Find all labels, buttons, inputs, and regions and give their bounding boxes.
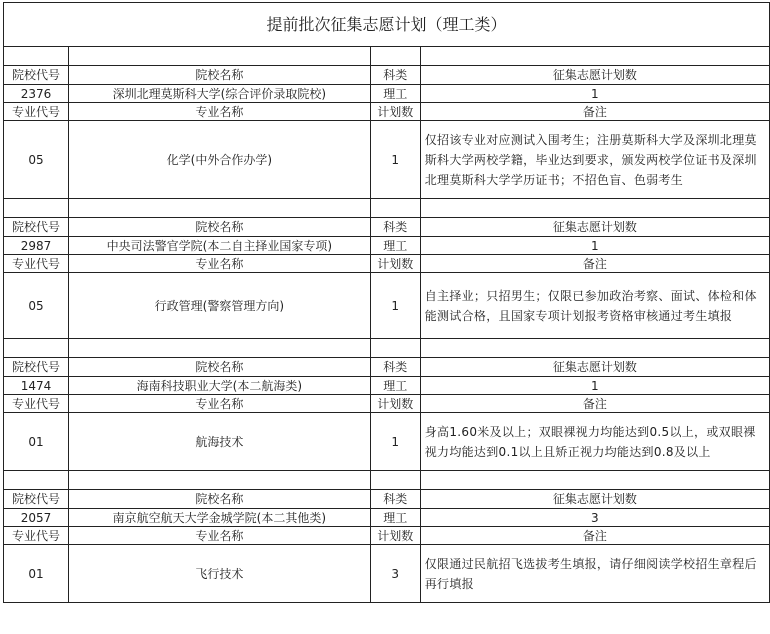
header-category: 科类 xyxy=(370,490,420,509)
major-name: 化学(中外合作办学) xyxy=(68,121,370,199)
header-plan-count: 征集志愿计划数 xyxy=(420,66,769,85)
major-count: 1 xyxy=(370,273,420,339)
header-plan-count: 征集志愿计划数 xyxy=(420,490,769,509)
major-name: 行政管理(警察管理方向) xyxy=(68,273,370,339)
blank-cell xyxy=(370,47,420,66)
blank-cell xyxy=(420,339,769,358)
header-school-code: 院校代号 xyxy=(4,218,69,237)
school-row xyxy=(4,509,770,527)
header-school-code: 院校代号 xyxy=(4,490,69,509)
blank-cell xyxy=(420,47,769,66)
remarks: 身高1.60米及以上；双眼裸视力均能达到0.5以上，或双眼裸视力均能达到0.1以上且矫正视力均能达到0.8及以上 xyxy=(420,413,769,471)
header-major-code: 专业代号 xyxy=(4,527,69,545)
major-header-row xyxy=(4,255,770,273)
header-major-count: 计划数 xyxy=(370,527,420,545)
school-name: 中央司法警官学院(本二自主择业国家专项) xyxy=(68,237,370,255)
blank-cell xyxy=(4,47,69,66)
header-major-count: 计划数 xyxy=(370,103,420,121)
blank-cell xyxy=(68,47,370,66)
major-count: 1 xyxy=(370,413,420,471)
blank-cell xyxy=(68,471,370,490)
header-major-name: 专业名称 xyxy=(68,103,370,121)
school-code: 2987 xyxy=(4,237,69,255)
major-code: 01 xyxy=(4,545,69,603)
major-header-row xyxy=(4,103,770,121)
school-header-row xyxy=(4,490,770,509)
school-name: 海南科技职业大学(本二航海类) xyxy=(68,377,370,395)
blank-cell xyxy=(420,199,769,218)
header-category: 科类 xyxy=(370,66,420,85)
plan-count: 1 xyxy=(420,85,769,103)
school-code: 2376 xyxy=(4,85,69,103)
plan-count: 3 xyxy=(420,509,769,527)
page-title: 提前批次征集志愿计划（理工类） xyxy=(4,3,770,47)
header-remarks: 备注 xyxy=(420,527,769,545)
major-header-row xyxy=(4,395,770,413)
blank-cell xyxy=(68,339,370,358)
school-header-row xyxy=(4,358,770,377)
header-school-name: 院校名称 xyxy=(68,358,370,377)
plan-table xyxy=(3,2,770,603)
header-school-name: 院校名称 xyxy=(68,66,370,85)
major-row xyxy=(4,273,770,339)
header-school-code: 院校代号 xyxy=(4,66,69,85)
school-header-row xyxy=(4,218,770,237)
major-code: 05 xyxy=(4,121,69,199)
blank-cell xyxy=(370,471,420,490)
blank-cell xyxy=(68,199,370,218)
major-code: 01 xyxy=(4,413,69,471)
blank-cell xyxy=(420,471,769,490)
remarks: 仅限通过民航招飞选拔考生填报，请仔细阅读学校招生章程后再行填报 xyxy=(420,545,769,603)
major-name: 飞行技术 xyxy=(68,545,370,603)
header-remarks: 备注 xyxy=(420,255,769,273)
blank-cell xyxy=(4,199,69,218)
header-remarks: 备注 xyxy=(420,395,769,413)
blank-cell xyxy=(370,199,420,218)
header-remarks: 备注 xyxy=(420,103,769,121)
school-name: 深圳北理莫斯科大学(综合评价录取院校) xyxy=(68,85,370,103)
major-count: 3 xyxy=(370,545,420,603)
blank-cell xyxy=(4,471,69,490)
plan-count: 1 xyxy=(420,377,769,395)
header-major-code: 专业代号 xyxy=(4,255,69,273)
school-code: 1474 xyxy=(4,377,69,395)
header-major-count: 计划数 xyxy=(370,255,420,273)
plan-count: 1 xyxy=(420,237,769,255)
major-count: 1 xyxy=(370,121,420,199)
header-major-name: 专业名称 xyxy=(68,395,370,413)
header-plan-count: 征集志愿计划数 xyxy=(420,358,769,377)
category: 理工 xyxy=(370,377,420,395)
major-row xyxy=(4,121,770,199)
school-header-row xyxy=(4,66,770,85)
major-row xyxy=(4,545,770,603)
header-school-name: 院校名称 xyxy=(68,218,370,237)
major-header-row xyxy=(4,527,770,545)
header-major-name: 专业名称 xyxy=(68,255,370,273)
header-major-name: 专业名称 xyxy=(68,527,370,545)
school-code: 2057 xyxy=(4,509,69,527)
school-row xyxy=(4,85,770,103)
remarks: 自主择业；只招男生；仅限已参加政治考察、面试、体检和体能测试合格，且国家专项计划报考资格审核通过考生填报 xyxy=(420,273,769,339)
header-category: 科类 xyxy=(370,218,420,237)
major-name: 航海技术 xyxy=(68,413,370,471)
header-plan-count: 征集志愿计划数 xyxy=(420,218,769,237)
header-school-code: 院校代号 xyxy=(4,358,69,377)
category: 理工 xyxy=(370,85,420,103)
header-major-code: 专业代号 xyxy=(4,103,69,121)
school-row xyxy=(4,237,770,255)
blank-cell xyxy=(370,339,420,358)
major-code: 05 xyxy=(4,273,69,339)
category: 理工 xyxy=(370,509,420,527)
remarks: 仅招该专业对应测试入围考生；注册莫斯科大学及深圳北理莫斯科大学两校学籍，毕业达到要求，颁发两校学位证书及深圳北理莫斯科大学学历证书；不招色盲、色弱考生 xyxy=(420,121,769,199)
major-row xyxy=(4,413,770,471)
header-major-count: 计划数 xyxy=(370,395,420,413)
header-school-name: 院校名称 xyxy=(68,490,370,509)
school-name: 南京航空航天大学金城学院(本二其他类) xyxy=(68,509,370,527)
header-major-code: 专业代号 xyxy=(4,395,69,413)
school-row xyxy=(4,377,770,395)
blank-cell xyxy=(4,339,69,358)
category: 理工 xyxy=(370,237,420,255)
header-category: 科类 xyxy=(370,358,420,377)
